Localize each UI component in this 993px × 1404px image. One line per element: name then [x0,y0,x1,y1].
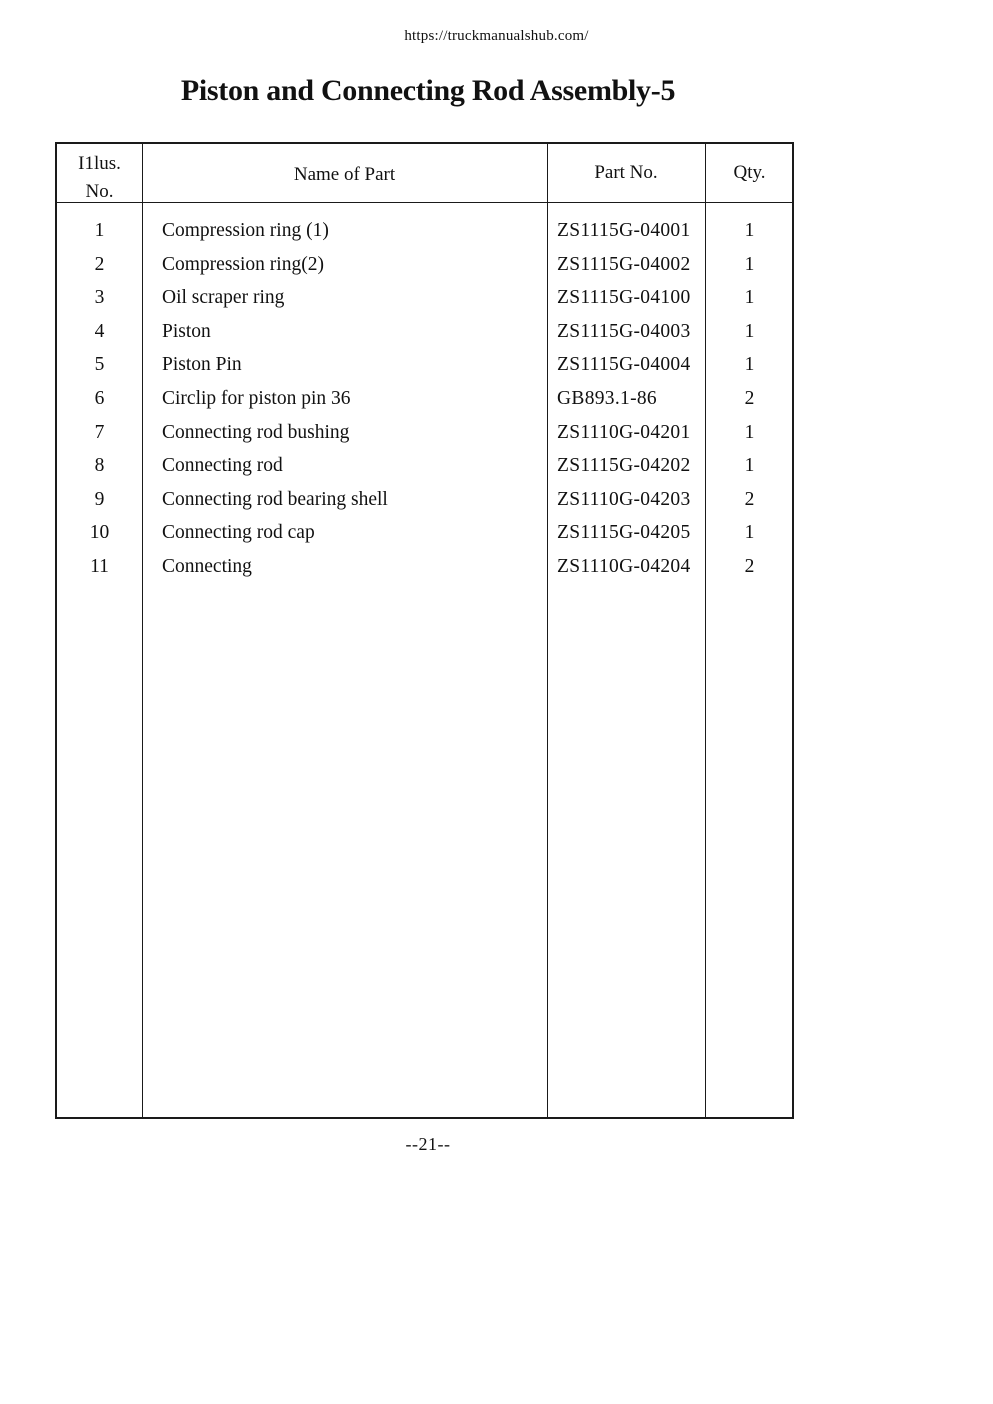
cell-illus-no: 3 [94,287,105,309]
cell-illus-no: 11 [90,555,109,577]
cell-qty: 1 [744,522,755,544]
cell-qty: 1 [744,287,755,309]
cell-qty: 1 [744,253,755,275]
cell-part-number: ZS1115G-04003 [557,320,691,342]
table-row [57,422,792,456]
column-header-illus-line2: No. [85,181,114,202]
table-row [57,489,792,523]
page-number: --21-- [405,1134,451,1154]
cell-qty: 1 [744,455,755,477]
cell-part-number: ZS1115G-04001 [557,220,691,241]
table-row [57,522,792,556]
cell-illus-no: 9 [94,488,105,510]
cell-part-name: Connecting rod cap [162,522,315,544]
cell-part-number: ZS1110G-04204 [557,555,691,577]
cell-part-name: Circlip for piston pin 36 [162,387,351,409]
table-row [57,388,792,422]
cell-part-name: Connecting rod [162,455,283,477]
column-header-part-no: Part No. [594,162,658,183]
cell-part-number: ZS1110G-04203 [557,488,691,510]
cell-part-name: Compression ring(2) [162,253,324,275]
cell-qty: 1 [744,421,755,443]
cell-qty: 2 [744,488,755,510]
cell-illus-no: 2 [94,253,105,275]
column-header-qty: Qty. [733,162,766,183]
table-row [57,354,792,388]
cell-part-name: Connecting rod bushing [162,421,350,443]
cell-illus-no: 4 [94,320,105,342]
column-header-name: Name of Part [293,164,396,185]
table-row [57,556,792,590]
cell-part-name: Connecting rod bearing shell [162,488,388,510]
parts-table [55,142,794,1119]
cell-qty: 2 [744,555,755,577]
cell-part-name: Piston [162,320,211,342]
cell-part-number: ZS1110G-04201 [557,421,691,443]
table-body [57,220,792,590]
cell-part-name: Connecting [162,555,252,577]
cell-part-number: ZS1115G-04004 [557,354,691,376]
cell-illus-no: 10 [89,522,110,544]
source-url: https://truckmanualshub.com/ [404,28,589,44]
table-row [57,287,792,321]
table-row [57,455,792,489]
cell-qty: 1 [744,354,755,376]
column-header-illus-line1: I1lus. [78,153,121,174]
table-row [57,254,792,288]
column-header-illus-no [57,150,142,206]
table-row [57,220,792,254]
cell-qty: 1 [744,320,755,342]
cell-qty: 1 [744,220,755,241]
table-row [57,321,792,355]
cell-part-number: ZS1115G-04002 [557,253,691,275]
cell-illus-no: 8 [94,455,105,477]
cell-part-name: Oil scraper ring [162,287,285,309]
cell-part-name: Piston Pin [162,354,242,376]
cell-part-number: ZS1115G-04205 [557,522,691,544]
cell-part-number: GB893.1-86 [557,387,657,409]
page-title: Piston and Connecting Rod Assembly-5 [180,74,676,107]
cell-illus-no: 5 [94,354,105,376]
cell-qty: 2 [744,387,755,409]
cell-part-number: ZS1115G-04202 [557,455,691,477]
cell-illus-no: 6 [94,387,105,409]
cell-part-name: Compression ring (1) [162,220,329,241]
header-divider [57,202,792,203]
cell-illus-no: 7 [94,421,105,443]
cell-part-number: ZS1115G-04100 [557,287,691,309]
cell-illus-no: 1 [94,220,105,241]
